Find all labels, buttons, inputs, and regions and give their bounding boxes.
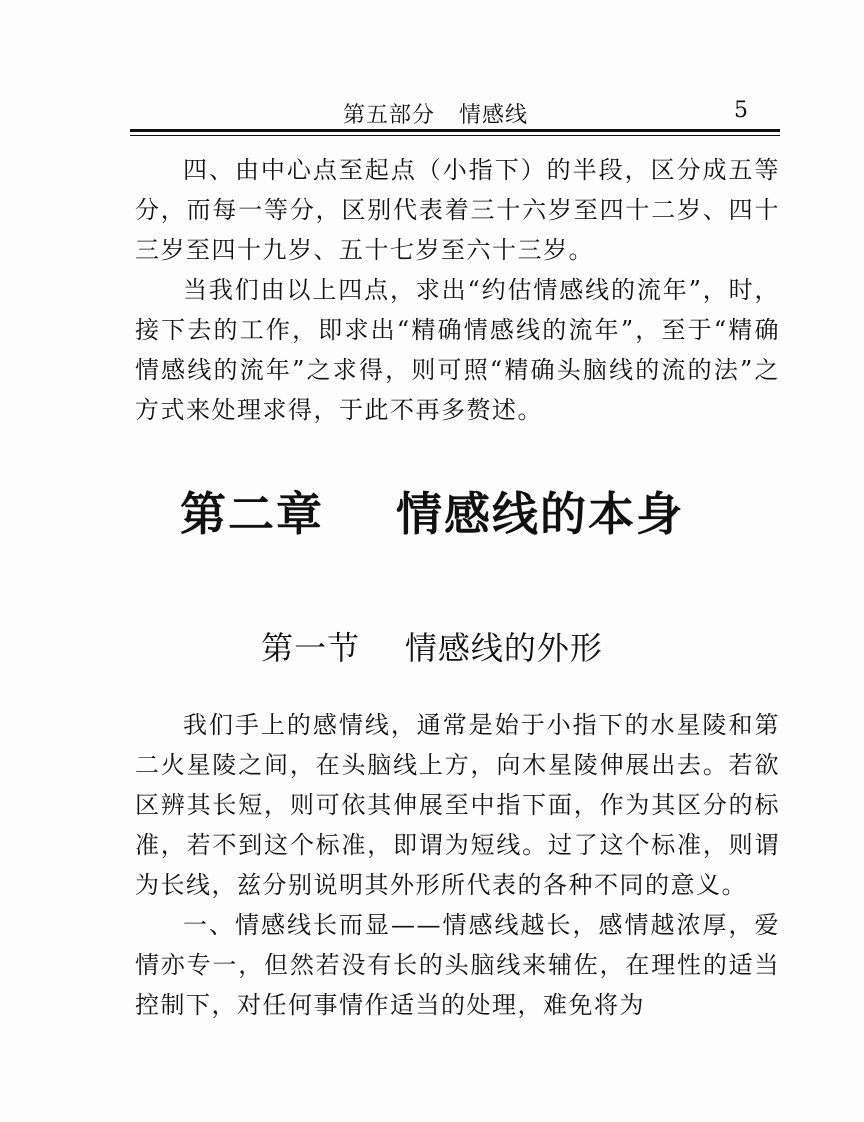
chapter-title: 第二章 情感线的本身	[179, 487, 685, 541]
paragraph: 当我们由以上四点，求出“约估情感线的流年”，时，接下去的工作，即求出“精确情感线的流年”，至于“精确情感线的流年”之求得，则可照“精确头脑线的流的法”之方式来处理求得，于此不再多赘述。	[135, 276, 780, 424]
header-rule-thick	[130, 129, 780, 132]
body-text-top	[135, 150, 780, 430]
paragraph: 一、情感线长而显——情感线越长，感情越浓厚，爱情亦专一，但然若没有长的头脑线来辅佐，在理性的适当控制下，对任何事情作适当的处理，难免将为	[135, 911, 780, 1019]
body-text-bottom	[135, 705, 780, 1025]
paragraph: 四、由中心点至起点（小指下）的半段，区分成五等分，而每一等分，区别代表着三十六岁至四十二岁、四十三岁至四十九岁、五十七岁至六十三岁。	[135, 156, 780, 264]
paragraph: 我们手上的感情线，通常是始于小指下的水星陵和第二火星陵之间，在头脑线上方，向木星陵伸展出去。若欲区辨其长短，则可依其伸展至中指下面，作为其区分的标准，若不到这个标准，即谓为短线。过了这个标准，则谓为长线，兹分别说明其外形所代表的各种不同的意义。	[135, 711, 780, 899]
running-title: 第五部分 情感线	[343, 103, 528, 128]
section-title: 第一节 情感线的外形	[261, 629, 603, 667]
page-number: 5	[734, 98, 748, 123]
running-header	[138, 98, 778, 128]
header-rule-thin	[130, 135, 780, 136]
